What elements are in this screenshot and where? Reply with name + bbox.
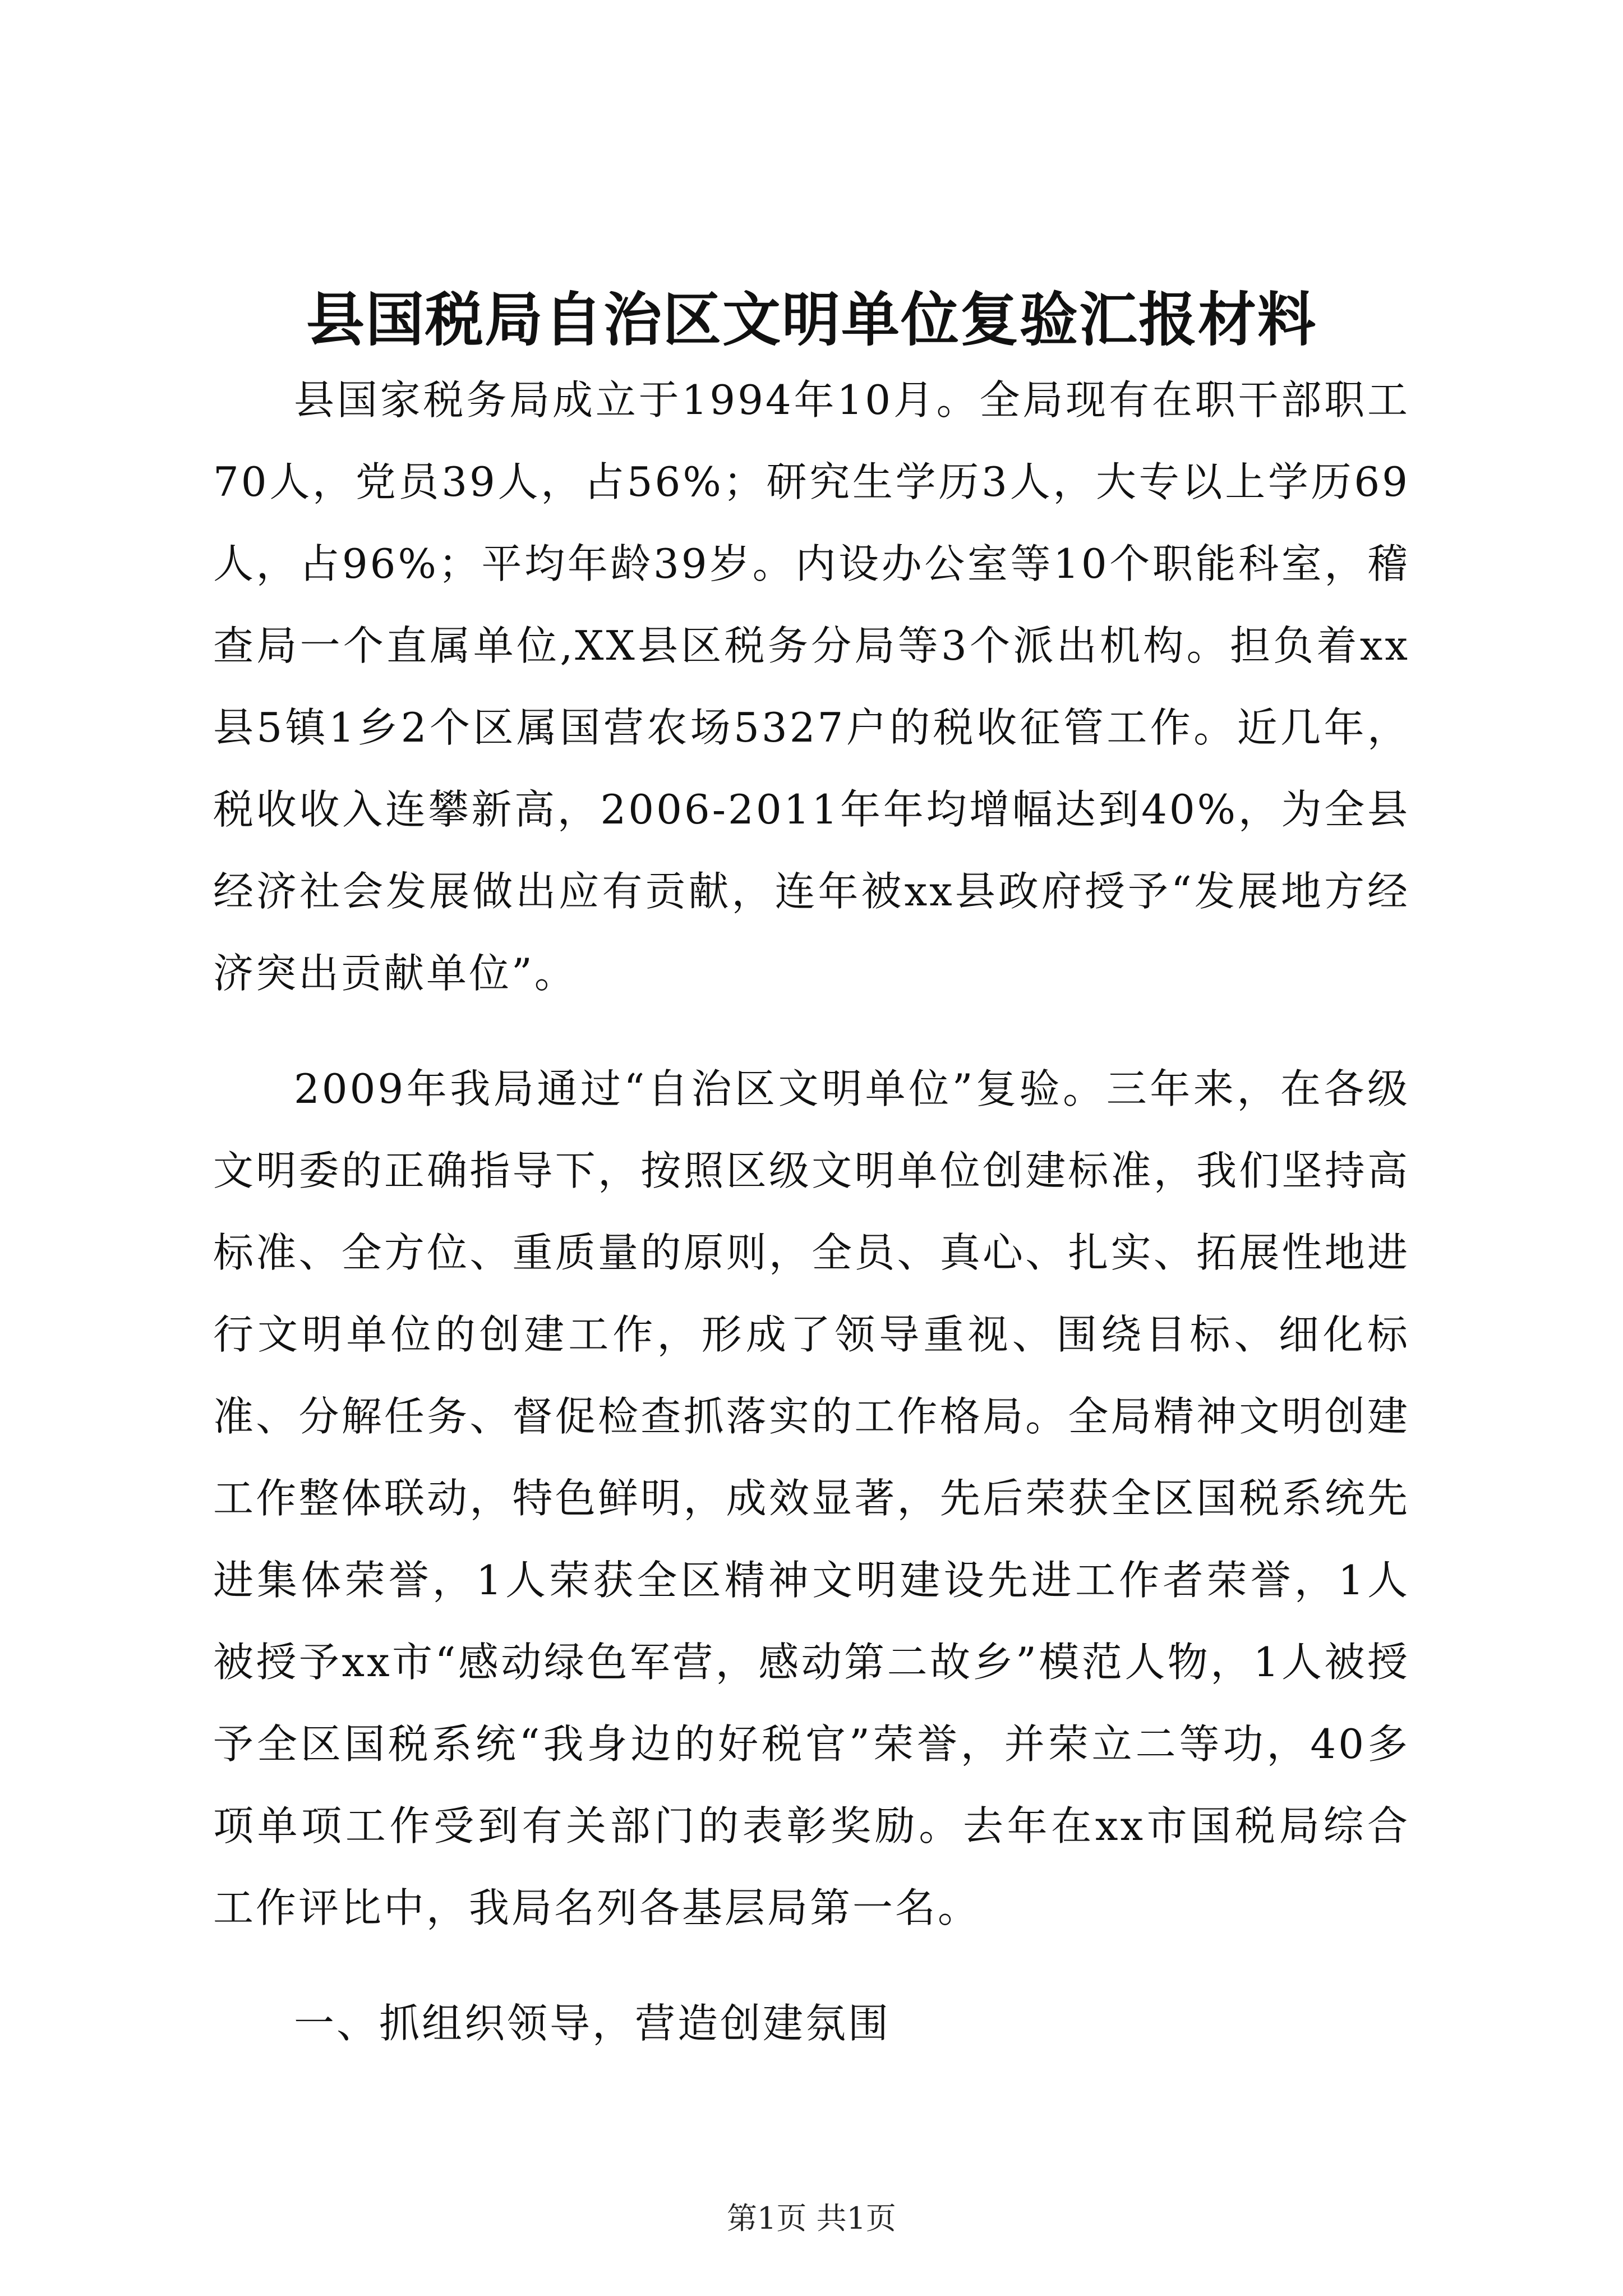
page-footer: 第1页 共1页 <box>727 2201 896 2236</box>
document-body <box>213 359 1410 2064</box>
paragraph-intro: 县国家税务局成立于1994年10月。全局现有在职干部职工70人，党员39人，占56%；研究生学历3人，大专以上学历69人，占96%；平均年龄39岁。内设办公室等10个职能科室，稽查局一个直属单位,XX县区税务分局等3个派出机构。担负着xx县5镇1乡2个区属国营农场5327户的税收征管工作。近几年，税收收入连攀新高，2006-2011年年均增幅达到40%，为全县经济社会发展做出应有贡献，连年被xx县政府授予“发展地方经济突出贡献单位”。 <box>213 376 1410 997</box>
document-title: 县国税局自治区文明单位复验汇报材料 <box>306 285 1317 354</box>
section-heading: 一、抓组织领导，营造创建氛围 <box>294 2000 891 2047</box>
paragraph-achievements: 2009年我局通过“自治区文明单位”复验。三年来，在各级文明委的正确指导下，按照区级文明单位创建标准，我们坚持高标准、全方位、重质量的原则，全员、真心、扎实、拓展性地进行文明单位的创建工作，形成了领导重视、围绕目标、细化标准、分解任务、督促检查抓落实的工作格局。全局精神文明创建工作整体联动，特色鲜明，成效显著，先后荣获全区国税系统先进集体荣誉，1人荣获全区精神文明建设先进工作者荣誉，1人被授予xx市“感动绿色军营，感动第二故乡”模范人物，1人被授予全区国税系统“我身边的好税官”荣誉，并荣立二等功，40多项单项工作受到有关部门的表彰奖励。去年在xx市国税局综合工作评比中，我局名列各基层局第一名。 <box>213 1065 1410 1931</box>
